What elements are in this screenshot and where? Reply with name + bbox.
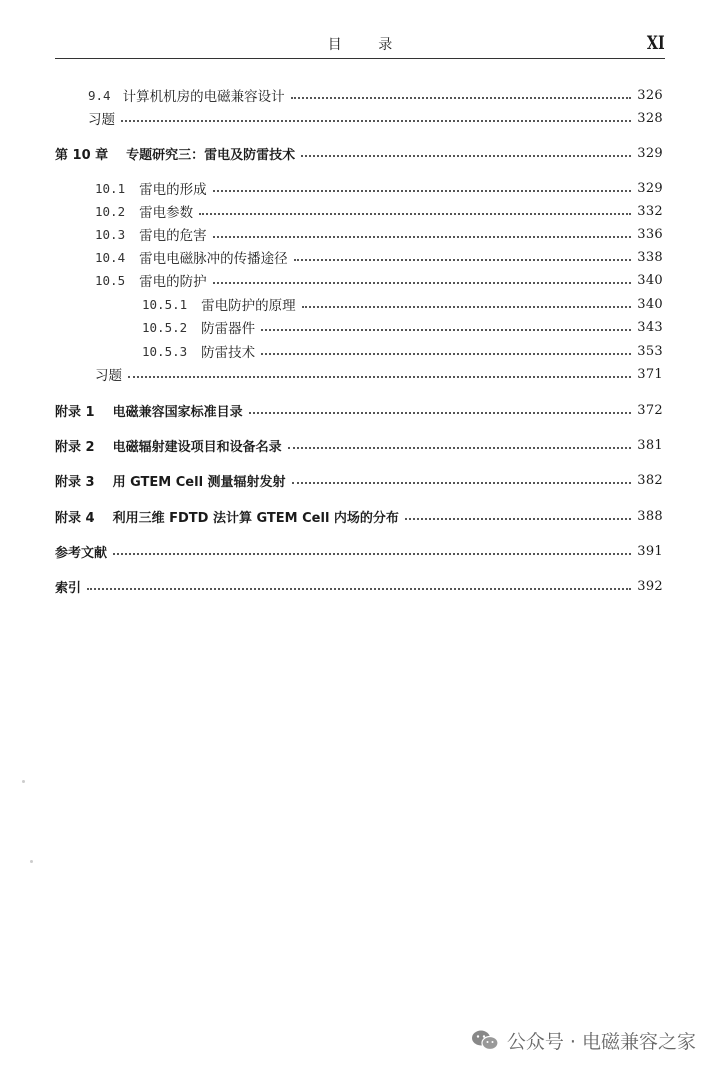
dot-leader bbox=[213, 190, 632, 192]
toc-entry-number: 附录 4 bbox=[55, 510, 95, 526]
toc-entry-title: 电磁兼容国家标准目录 bbox=[112, 404, 243, 420]
dot-leader bbox=[199, 213, 631, 215]
dot-leader bbox=[291, 97, 632, 99]
toc-entry-number: 10.5.1 bbox=[142, 296, 188, 312]
page-number-roman: XI bbox=[647, 32, 665, 54]
toc-entry-page: 329 bbox=[637, 180, 663, 196]
toc-entry-title: 防雷器件 bbox=[201, 321, 256, 337]
dot-leader bbox=[288, 447, 632, 449]
dot-leader bbox=[302, 306, 632, 308]
wechat-watermark bbox=[471, 1025, 696, 1055]
scan-speck bbox=[30, 860, 33, 863]
toc-entry-title: 电磁辐射建设项目和设备名录 bbox=[112, 439, 282, 455]
toc-entry-number: 第 10 章 bbox=[55, 147, 109, 163]
toc-entry-title: 雷电的防护 bbox=[139, 274, 207, 290]
dot-leader bbox=[113, 553, 631, 555]
toc-entry-title: 习题 bbox=[95, 368, 122, 384]
dot-leader bbox=[128, 376, 631, 378]
toc-entry-page: 340 bbox=[637, 296, 663, 312]
toc-entry-page: 371 bbox=[637, 366, 663, 382]
toc-entry-number: 10.5 bbox=[95, 272, 126, 288]
toc-entry-page: 382 bbox=[637, 472, 663, 488]
toc-appendix-entry[interactable] bbox=[55, 506, 663, 526]
scan-speck bbox=[22, 780, 25, 783]
toc-entry-number: 附录 2 bbox=[55, 439, 95, 455]
toc-entry-number: 10.3 bbox=[95, 226, 126, 242]
toc-entry-title: 索引 bbox=[55, 580, 82, 596]
toc-appendix-entry[interactable] bbox=[55, 470, 663, 490]
toc-entry-title: 雷电的危害 bbox=[139, 228, 207, 244]
dot-leader bbox=[261, 329, 631, 331]
toc-entry-page: 336 bbox=[637, 226, 663, 242]
toc-entry-page: 381 bbox=[637, 437, 663, 453]
toc-entry-title: 雷电电磁脉冲的传播途径 bbox=[139, 251, 288, 267]
toc-entry-number: 10.5.2 bbox=[142, 319, 188, 335]
toc-entry-title: 雷电防护的原理 bbox=[201, 298, 296, 314]
toc-entry[interactable] bbox=[95, 224, 663, 244]
dot-leader bbox=[213, 282, 632, 284]
toc-entry[interactable] bbox=[88, 85, 663, 105]
dot-leader bbox=[87, 588, 631, 590]
toc-entry-number: 附录 3 bbox=[55, 474, 95, 490]
toc-entry[interactable] bbox=[95, 364, 663, 384]
toc-entry-title: 计算机机房的电磁兼容设计 bbox=[122, 89, 285, 105]
toc-entry[interactable] bbox=[95, 247, 663, 267]
dot-leader bbox=[292, 482, 632, 484]
toc-index-entry[interactable] bbox=[55, 576, 663, 596]
dot-leader bbox=[261, 353, 631, 355]
toc-entry-page: 391 bbox=[637, 543, 663, 559]
toc-entry-number: 10.4 bbox=[95, 249, 126, 265]
toc-entry[interactable] bbox=[88, 108, 663, 128]
toc-entry-number: 附录 1 bbox=[55, 404, 95, 420]
dot-leader bbox=[249, 412, 632, 414]
toc-entry-page: 338 bbox=[637, 249, 663, 265]
toc-references-entry[interactable] bbox=[55, 541, 663, 561]
toc-entry[interactable] bbox=[95, 270, 663, 290]
toc-entry-number: 10.5.3 bbox=[142, 343, 188, 359]
toc-entry-page: 340 bbox=[637, 272, 663, 288]
toc-appendix-entry[interactable] bbox=[55, 435, 663, 455]
toc-entry-page: 332 bbox=[637, 203, 663, 219]
toc-entry[interactable] bbox=[142, 341, 663, 361]
dot-leader bbox=[301, 155, 631, 157]
page-header bbox=[55, 28, 665, 59]
toc-entry-title: 利用三维 FDTD 法计算 GTEM Cell 内场的分布 bbox=[112, 510, 399, 526]
header-title: 目 录 bbox=[327, 37, 409, 53]
toc-entry[interactable] bbox=[142, 317, 663, 337]
toc-entry-page: 353 bbox=[637, 343, 663, 359]
watermark-text: 公众号 · 电磁兼容之家 bbox=[506, 1030, 696, 1053]
toc-entry-title: 参考文献 bbox=[55, 545, 108, 561]
toc-chapter-entry[interactable] bbox=[55, 143, 663, 163]
toc-entry-title: 专题研究三：雷电及防雷技术 bbox=[126, 147, 296, 163]
toc-entry-number: 10.1 bbox=[95, 180, 126, 196]
dot-leader bbox=[405, 518, 631, 520]
toc-appendix-entry[interactable] bbox=[55, 400, 663, 420]
wechat-icon bbox=[471, 1029, 499, 1051]
toc-entry-page: 392 bbox=[637, 578, 663, 594]
toc-entry-page: 372 bbox=[637, 402, 663, 418]
toc-entry-title: 用 GTEM Cell 测量辐射发射 bbox=[112, 474, 286, 490]
toc-entry-title: 雷电参数 bbox=[139, 205, 194, 221]
toc-entry[interactable] bbox=[95, 178, 663, 198]
toc-entry-page: 329 bbox=[637, 145, 663, 161]
toc-entry[interactable] bbox=[95, 201, 663, 221]
dot-leader bbox=[213, 236, 632, 238]
dot-leader bbox=[294, 259, 632, 261]
toc-entry-page: 326 bbox=[637, 87, 663, 103]
toc-entry-page: 328 bbox=[637, 110, 663, 126]
toc-entry-title: 防雷技术 bbox=[201, 345, 256, 361]
toc-entry-number: 10.2 bbox=[95, 203, 126, 219]
toc-entry[interactable] bbox=[142, 294, 663, 314]
toc-entry-title: 习题 bbox=[88, 112, 115, 128]
toc-entry-title: 雷电的形成 bbox=[139, 182, 207, 198]
toc-entry-page: 388 bbox=[637, 508, 663, 524]
toc-entry-number: 9.4 bbox=[88, 87, 111, 103]
toc-entry-page: 343 bbox=[637, 319, 663, 335]
dot-leader bbox=[121, 120, 631, 122]
